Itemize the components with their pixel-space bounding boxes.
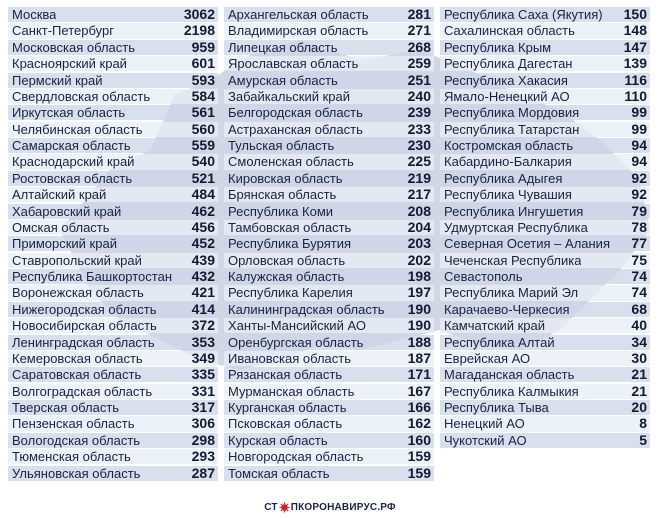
region-name: Республика Татарстан xyxy=(444,121,580,137)
region-name: Смоленская область xyxy=(228,154,354,170)
region-name: Оренбургская область xyxy=(228,334,364,350)
table-row xyxy=(8,122,218,137)
region-name: Свердловская область xyxy=(12,88,151,104)
region-name: Калининградская область xyxy=(228,301,385,317)
region-name: Челябинская область xyxy=(12,121,143,137)
region-name: Севастополь xyxy=(444,269,523,285)
case-count: 230 xyxy=(407,137,431,154)
table-row xyxy=(440,138,650,153)
table-row xyxy=(224,400,434,415)
case-count: 21 xyxy=(631,382,647,399)
case-count: 190 xyxy=(407,300,431,317)
case-count: 601 xyxy=(191,55,215,72)
case-count: 306 xyxy=(191,415,215,432)
region-name: Республика Калмыкия xyxy=(444,383,579,399)
table-row xyxy=(440,433,650,448)
region-name: Вологодская область xyxy=(12,432,141,448)
table-row xyxy=(8,40,218,55)
region-name: Алтайский край xyxy=(12,187,107,203)
table-row xyxy=(8,400,218,415)
table-row xyxy=(224,269,434,284)
case-count: 99 xyxy=(631,120,647,137)
region-name: Амурская область xyxy=(228,72,338,88)
region-name: Астраханская область xyxy=(228,121,363,137)
case-count: 298 xyxy=(191,431,215,448)
case-count: 217 xyxy=(407,186,431,203)
table-row xyxy=(8,351,218,366)
column-1 xyxy=(8,7,218,482)
case-count: 233 xyxy=(407,120,431,137)
region-name: Красноярский край xyxy=(12,56,127,72)
table-row xyxy=(224,384,434,399)
case-count: 150 xyxy=(623,6,647,23)
case-count: 198 xyxy=(407,268,431,285)
region-name: Брянская область xyxy=(228,187,337,203)
case-count: 166 xyxy=(407,399,431,416)
table-row xyxy=(224,302,434,317)
region-name: Курганская область xyxy=(228,400,347,416)
table-row xyxy=(224,253,434,268)
case-count: 959 xyxy=(191,38,215,55)
region-name: Республика Башкортостан xyxy=(12,269,172,285)
case-count: 78 xyxy=(631,218,647,235)
case-count: 116 xyxy=(624,71,647,88)
region-name: Северная Осетия – Алания xyxy=(444,236,610,252)
case-count: 456 xyxy=(191,218,215,235)
case-count: 94 xyxy=(631,137,647,154)
table-row xyxy=(440,335,650,350)
region-name: Ханты-Мансийский АО xyxy=(228,318,366,334)
region-name: Санкт-Петербург xyxy=(12,23,114,39)
region-name: Республика Хакасия xyxy=(444,72,568,88)
case-count: 99 xyxy=(631,104,647,121)
table-row xyxy=(440,23,650,38)
footer-brand xyxy=(0,497,660,518)
region-name: Орловская область xyxy=(228,252,346,268)
region-name: Москва xyxy=(12,7,57,23)
table-row xyxy=(224,449,434,464)
region-name: Тюменская область xyxy=(12,449,131,465)
table-row xyxy=(8,367,218,382)
region-name: Белгородская область xyxy=(228,105,363,121)
case-count: 584 xyxy=(191,87,215,104)
region-name: Тамбовская область xyxy=(228,219,352,235)
case-count: 20 xyxy=(631,399,647,416)
table-row xyxy=(440,89,650,104)
region-name: Сахалинская область xyxy=(444,23,575,39)
region-name: Новосибирская область xyxy=(12,318,157,334)
column-2 xyxy=(224,7,434,482)
case-count: 92 xyxy=(631,186,647,203)
brand-text-end: ПКОРОНАВИРУС.РФ xyxy=(290,502,396,513)
region-name: Новгородская область xyxy=(228,449,364,465)
case-count: 190 xyxy=(407,317,431,334)
case-count: 159 xyxy=(407,448,431,465)
case-count: 317 xyxy=(191,399,215,416)
region-name: Чеченская Республика xyxy=(444,252,582,268)
table-row xyxy=(224,73,434,88)
table-row xyxy=(8,253,218,268)
case-count: 148 xyxy=(623,22,647,39)
table-row xyxy=(440,236,650,251)
region-name: Краснодарский край xyxy=(12,154,135,170)
table-row xyxy=(440,40,650,55)
table-row xyxy=(440,122,650,137)
case-count: 74 xyxy=(631,268,647,285)
case-count: 414 xyxy=(191,300,215,317)
region-name: Ненецкий АО xyxy=(444,416,525,432)
region-name: Еврейская АО xyxy=(444,350,531,366)
case-count: 462 xyxy=(191,202,215,219)
case-count: 159 xyxy=(407,464,431,481)
case-count: 110 xyxy=(624,87,647,104)
case-count: 21 xyxy=(631,366,647,383)
table-row xyxy=(8,384,218,399)
table-row xyxy=(440,154,650,169)
table-row xyxy=(224,23,434,38)
region-name: Тульская область xyxy=(228,138,335,154)
table-row xyxy=(224,171,434,186)
table-row xyxy=(224,89,434,104)
table-row xyxy=(8,56,218,71)
case-count: 162 xyxy=(407,415,431,432)
table-row xyxy=(224,351,434,366)
table-row xyxy=(224,204,434,219)
case-count: 439 xyxy=(191,251,215,268)
table-row xyxy=(224,318,434,333)
case-count: 79 xyxy=(631,202,647,219)
case-count: 167 xyxy=(407,382,431,399)
region-name: Томская область xyxy=(228,465,330,481)
region-name: Ставропольский край xyxy=(12,252,142,268)
case-count: 432 xyxy=(191,268,215,285)
table-row xyxy=(440,187,650,202)
region-name: Ямало-Ненецкий АО xyxy=(444,88,570,104)
region-name: Забайкальский край xyxy=(228,88,351,104)
case-count: 92 xyxy=(631,169,647,186)
case-count: 197 xyxy=(407,284,431,301)
region-name: Калужская область xyxy=(228,269,345,285)
table-row xyxy=(440,285,650,300)
case-count: 147 xyxy=(623,38,647,55)
case-count: 68 xyxy=(631,300,647,317)
table-row xyxy=(440,171,650,186)
region-name: Ивановская область xyxy=(228,350,351,366)
table-row xyxy=(440,204,650,219)
table-row xyxy=(440,269,650,284)
virus-icon xyxy=(279,502,290,513)
table-row xyxy=(440,302,650,317)
table-row xyxy=(224,105,434,120)
case-count: 188 xyxy=(407,333,431,350)
region-name: Архангельская область xyxy=(228,7,369,23)
region-name: Удмуртская Республика xyxy=(444,219,588,235)
region-name: Ленинградская область xyxy=(12,334,155,350)
case-count: 484 xyxy=(191,186,215,203)
table-row xyxy=(8,105,218,120)
case-count: 287 xyxy=(191,464,215,481)
region-name: Курская область xyxy=(228,432,328,448)
case-count: 208 xyxy=(407,202,431,219)
table-row xyxy=(224,40,434,55)
case-count: 3062 xyxy=(183,6,215,23)
region-name: Московская область xyxy=(12,39,136,55)
table-row xyxy=(224,7,434,22)
case-count: 239 xyxy=(407,104,431,121)
table-row xyxy=(8,335,218,350)
case-count: 271 xyxy=(407,22,431,39)
region-name: Кировская область xyxy=(228,170,343,186)
table-row xyxy=(224,138,434,153)
region-name: Ростовская область xyxy=(12,170,133,186)
case-count: 34 xyxy=(631,333,647,350)
case-count: 74 xyxy=(631,284,647,301)
case-count: 259 xyxy=(407,55,431,72)
table-row xyxy=(8,23,218,38)
table-row xyxy=(224,335,434,350)
case-count: 521 xyxy=(191,169,215,186)
table-row xyxy=(224,285,434,300)
region-name: Пензенская область xyxy=(12,416,135,432)
table-row xyxy=(8,318,218,333)
region-name: Самарская область xyxy=(12,138,131,154)
table-row xyxy=(8,204,218,219)
table-row xyxy=(8,416,218,431)
table-row xyxy=(440,400,650,415)
table-row xyxy=(224,367,434,382)
case-count: 202 xyxy=(407,251,431,268)
region-name: Республика Саха (Якутия) xyxy=(444,7,603,23)
region-name: Нижегородская область xyxy=(12,301,157,317)
table-row xyxy=(8,466,218,481)
table-row xyxy=(224,466,434,481)
case-count: 353 xyxy=(191,333,215,350)
region-name: Республика Ингушетия xyxy=(444,203,584,219)
table-row xyxy=(440,7,650,22)
table-row xyxy=(8,73,218,88)
region-name: Республика Коми xyxy=(228,203,334,219)
table-row xyxy=(8,7,218,22)
case-count: 593 xyxy=(191,71,215,88)
table-row xyxy=(440,220,650,235)
column-3 xyxy=(440,7,650,482)
table-row xyxy=(8,154,218,169)
table-row xyxy=(8,220,218,235)
region-name: Иркутская область xyxy=(12,105,126,121)
table-row xyxy=(8,89,218,104)
case-count: 268 xyxy=(407,38,431,55)
table-row xyxy=(440,105,650,120)
region-name: Кабардино-Балкария xyxy=(444,154,572,170)
case-count: 335 xyxy=(191,366,215,383)
table-row xyxy=(224,154,434,169)
case-count: 331 xyxy=(191,382,215,399)
region-name: Саратовская область xyxy=(12,367,142,383)
case-count: 225 xyxy=(407,153,431,170)
case-count: 2198 xyxy=(183,22,215,39)
regions-table xyxy=(8,7,656,482)
case-count: 219 xyxy=(407,169,431,186)
table-row xyxy=(224,433,434,448)
case-count: 540 xyxy=(191,153,215,170)
region-name: Магаданская область xyxy=(444,367,575,383)
region-name: Республика Тыва xyxy=(444,400,549,416)
table-row xyxy=(440,351,650,366)
region-name: Республика Карелия xyxy=(228,285,353,301)
case-count: 559 xyxy=(191,137,215,154)
case-count: 240 xyxy=(407,87,431,104)
table-row xyxy=(224,187,434,202)
case-count: 421 xyxy=(191,284,215,301)
case-count: 203 xyxy=(407,235,431,252)
table-row xyxy=(440,367,650,382)
case-count: 281 xyxy=(407,6,431,23)
table-row xyxy=(8,236,218,251)
case-count: 293 xyxy=(191,448,215,465)
case-count: 560 xyxy=(191,120,215,137)
table-row xyxy=(8,269,218,284)
region-name: Республика Марий Эл xyxy=(444,285,579,301)
table-row xyxy=(440,384,650,399)
table-row xyxy=(224,56,434,71)
case-count: 561 xyxy=(191,104,215,121)
region-name: Ульяновская область xyxy=(12,465,141,481)
table-row xyxy=(440,416,650,431)
brand-text-start: СТ xyxy=(264,502,278,513)
region-name: Омская область xyxy=(12,219,110,235)
region-name: Хабаровский край xyxy=(12,203,122,219)
table-row xyxy=(440,318,650,333)
case-count: 30 xyxy=(631,349,647,366)
table-row xyxy=(440,56,650,71)
region-name: Республика Дагестан xyxy=(444,56,573,72)
region-name: Владимирская область xyxy=(228,23,369,39)
table-row xyxy=(224,122,434,137)
case-count: 251 xyxy=(407,71,431,88)
table-row xyxy=(8,285,218,300)
case-count: 452 xyxy=(191,235,215,252)
case-count: 187 xyxy=(407,349,431,366)
region-name: Рязанская область xyxy=(228,367,343,383)
region-name: Приморский край xyxy=(12,236,117,252)
table-row xyxy=(224,236,434,251)
table-row xyxy=(8,138,218,153)
region-name: Кемеровская область xyxy=(12,350,143,366)
region-name: Республика Бурятия xyxy=(228,236,352,252)
region-name: Ярославская область xyxy=(228,56,359,72)
case-count: 75 xyxy=(631,251,647,268)
region-name: Пермский край xyxy=(12,72,103,88)
region-name: Республика Мордовия xyxy=(444,105,580,121)
table-row xyxy=(224,416,434,431)
table-row xyxy=(8,302,218,317)
table-row xyxy=(440,253,650,268)
region-name: Мурманская область xyxy=(228,383,355,399)
case-count: 160 xyxy=(407,431,431,448)
table-row xyxy=(8,171,218,186)
region-name: Республика Чувашия xyxy=(444,187,572,203)
region-name: Псковская область xyxy=(228,416,343,432)
case-count: 94 xyxy=(631,153,647,170)
case-count: 139 xyxy=(623,55,647,72)
table-row xyxy=(8,433,218,448)
region-name: Костромская область xyxy=(444,138,574,154)
table-row xyxy=(8,449,218,464)
case-count: 8 xyxy=(639,415,647,432)
case-count: 204 xyxy=(407,218,431,235)
region-name: Карачаево-Черкесия xyxy=(444,301,570,317)
region-name: Республика Крым xyxy=(444,39,552,55)
case-count: 40 xyxy=(631,317,647,334)
table-row xyxy=(8,187,218,202)
region-name: Камчатский край xyxy=(444,318,545,334)
region-name: Липецкая область xyxy=(228,39,338,55)
case-count: 349 xyxy=(191,349,215,366)
table-row xyxy=(224,220,434,235)
table-row xyxy=(440,73,650,88)
region-name: Воронежская область xyxy=(12,285,144,301)
region-name: Республика Алтай xyxy=(444,334,555,350)
case-count: 77 xyxy=(631,235,647,252)
region-name: Тверская область xyxy=(12,400,120,416)
case-count: 372 xyxy=(191,317,215,334)
case-count: 171 xyxy=(407,366,431,383)
case-count: 5 xyxy=(639,431,647,448)
region-name: Волгоградская область xyxy=(12,383,153,399)
region-name: Республика Адыгея xyxy=(444,170,563,186)
region-name: Чукотский АО xyxy=(444,432,527,448)
